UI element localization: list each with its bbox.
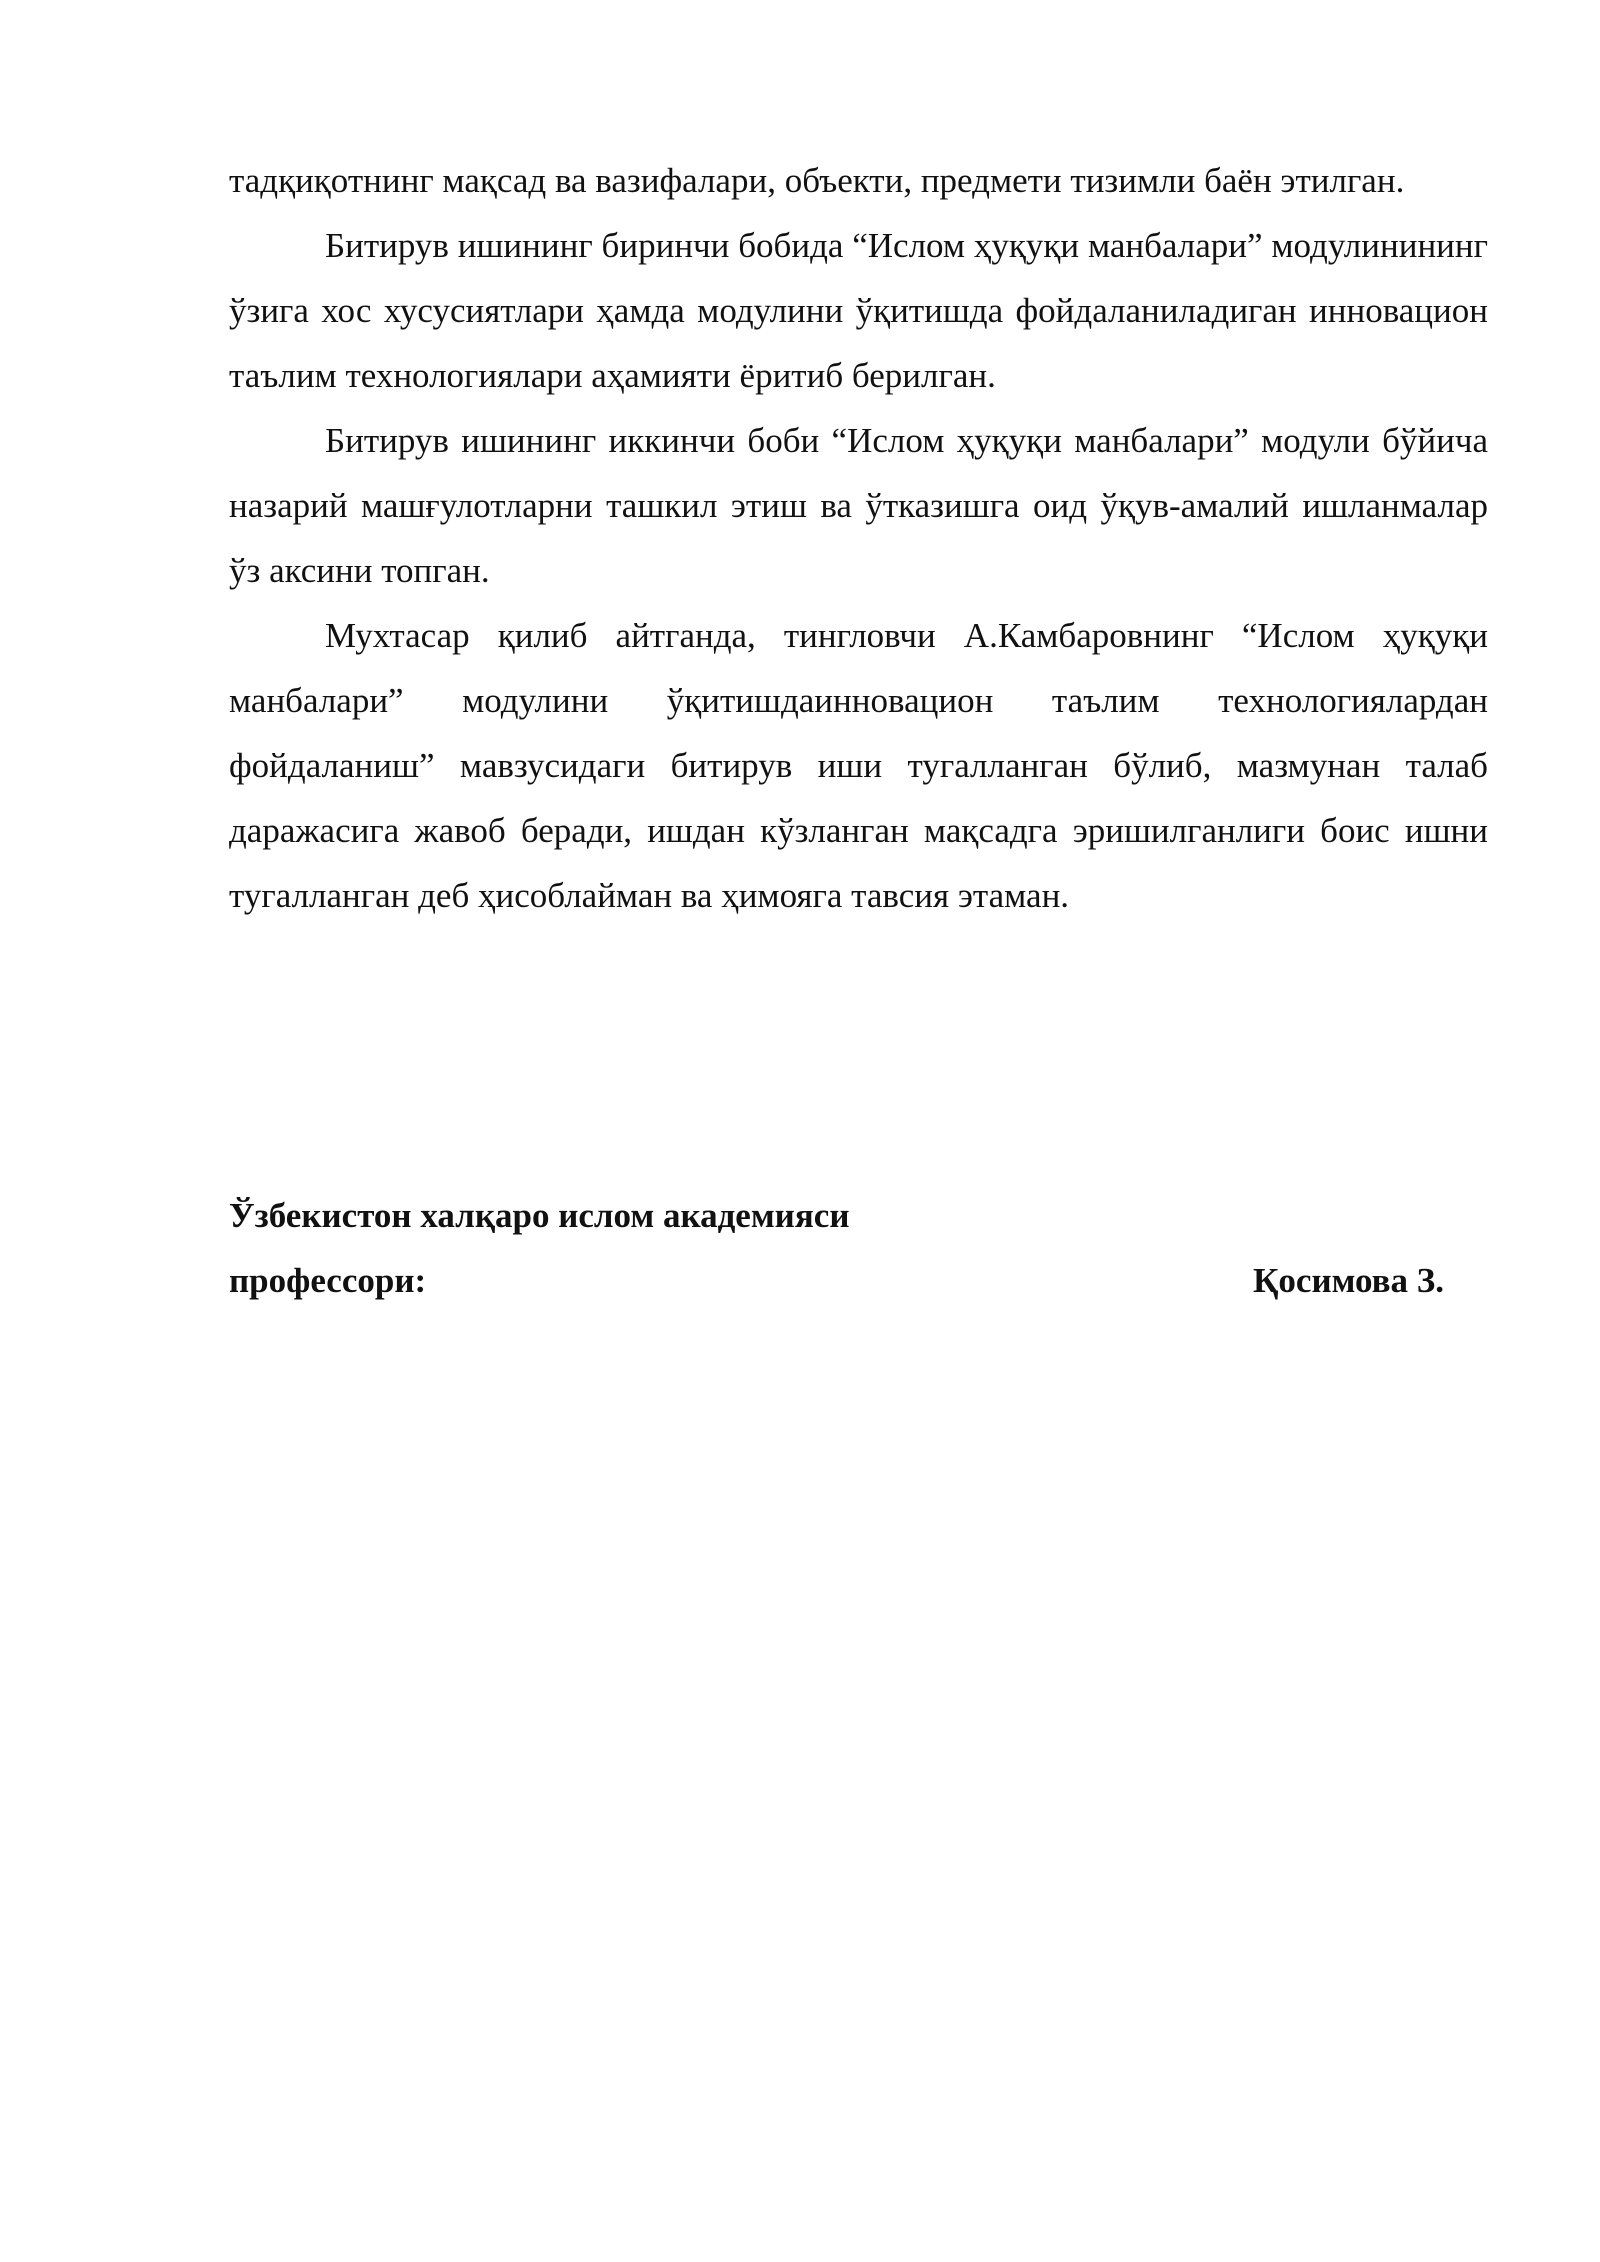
- signature-organization: Ўзбекистон халқаро ислом академияси: [229, 1196, 850, 1235]
- paragraph-conclusion: Мухтасар қилиб айтганда, тингловчи А.Камбаровнинг “Ислом ҳуқуқи манбалари” модулини ўқитишдаинновацион таълим технологиялардан фойдаланиш” мавзусидаги битирув иши тугалланган бўлиб, мазмунан талаб даражасига жавоб беради, ишдан кўзланган мақсадга эришилганлиги боис ишни тугалланган деб ҳисоблайман ва ҳимояга тавсия этаман.: [229, 616, 1488, 915]
- signature-block: [229, 1183, 1444, 1313]
- document-body: [229, 148, 1488, 928]
- paragraph-chapter-one: Битирув ишининг биринчи бобида “Ислом ҳуқуқи манбалари” модулинининг ўзига хос хусусиятлари ҳамда модулини ўқитишда фойдаланиладиган инновацион таълим технологиялари аҳамияти ёритиб берилган.: [229, 226, 1488, 395]
- signature-position: профессори:: [229, 1261, 427, 1300]
- paragraph-intro-continuation: тадқиқотнинг мақсад ва вазифалари, объекти, предмети тизимли баён этилган.: [229, 161, 1405, 200]
- signature-name: Қосимова З.: [1253, 1261, 1444, 1300]
- paragraph-chapter-two: Битирув ишининг иккинчи боби “Ислом ҳуқуқи манбалари” модули бўйича назарий машғулотларни ташкил этиш ва ўтказишга оид ўқув-амалий ишланмалар ўз аксини топган.: [229, 421, 1488, 590]
- signature-line: [229, 1248, 1444, 1313]
